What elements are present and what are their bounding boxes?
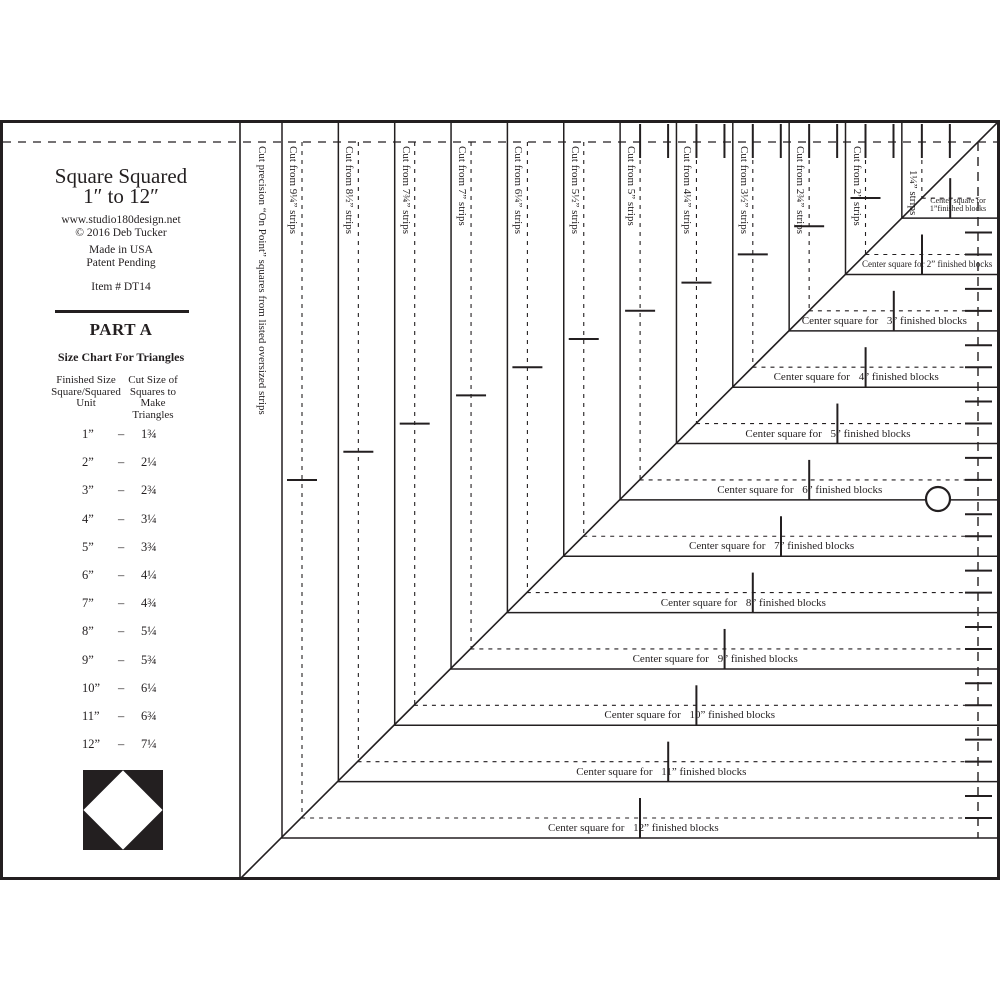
separator: – [118, 737, 125, 752]
separator: – [118, 680, 125, 695]
size-chart-row [2, 512, 240, 528]
center-square-label: Center square for 9” finished blocks [632, 652, 798, 665]
cut-size: 4¼ [141, 568, 157, 582]
center-square-label: Center square for 11” finished blocks [576, 765, 747, 778]
separator: – [118, 455, 125, 470]
size-chart-row [2, 540, 240, 556]
size-chart-row [2, 681, 240, 697]
separator: – [118, 427, 125, 441]
separator: – [118, 568, 125, 582]
separator: – [118, 539, 125, 554]
separator: – [118, 596, 125, 611]
title-line-2: 1″ to 12″ [83, 184, 159, 208]
cut-size: 7¼ [141, 737, 157, 752]
size-chart-row [2, 427, 240, 443]
cut-size: 4¾ [141, 596, 157, 611]
product-title [2, 166, 240, 206]
center-square-label: Center square for 5” finished blocks [745, 427, 911, 440]
finished-size: 11” [82, 709, 100, 723]
strip-label: Cut from 3½” strips [737, 146, 750, 234]
center-square-label: Center square for 2” finished blocks [862, 258, 993, 269]
copyright: © 2016 Deb Tucker [75, 227, 167, 239]
square-in-square-icon [83, 770, 163, 850]
strip-label: Cut from 4¼” strips [681, 146, 694, 234]
center-square-label: Center square for 8” finished blocks [660, 596, 826, 609]
cut-size: 2¼ [141, 455, 157, 470]
strip-label: Cut from 2¾” strips [794, 146, 807, 234]
website: www.studio180design.net [61, 214, 181, 226]
part-label: PART A [89, 320, 153, 339]
strip-label: Cut from 7” strips [456, 146, 469, 226]
finished-size: 2” [82, 455, 94, 470]
strip-label: 1¼” strips [906, 170, 919, 216]
finished-size: 10” [82, 680, 101, 695]
size-chart-row [2, 596, 240, 612]
divider-bar [55, 310, 189, 313]
separator: – [118, 709, 125, 723]
finished-size: 9” [82, 652, 94, 667]
finished-size: 7” [82, 596, 94, 611]
separator: – [118, 511, 125, 526]
product-meta [2, 214, 240, 294]
cut-size: 2¾ [141, 483, 157, 498]
strip-label: Cut from 5” strips [625, 146, 638, 226]
size-chart-row [2, 653, 240, 669]
center-square-label: Center square for 3” finished blocks [801, 314, 967, 327]
center-square-label: Center square for 1”finished blocks [929, 196, 987, 213]
info-panel [2, 122, 240, 878]
size-chart-row [2, 568, 240, 584]
separator: – [118, 624, 125, 639]
cut-size: 5¾ [141, 652, 157, 667]
center-square-label: Center square for 4” finished blocks [773, 371, 939, 384]
title-line-1: Square Squared [54, 164, 188, 188]
item-number: Item # DT14 [91, 281, 151, 293]
cut-size: 3¾ [141, 539, 157, 554]
strip-label: Cut from 7¾” strips [399, 146, 412, 234]
cut-size: 6¼ [141, 680, 157, 695]
finished-size: 5” [82, 539, 94, 554]
strip-label: Cut from 9¼” strips [287, 146, 299, 234]
cut-size: 6¾ [141, 709, 157, 723]
strip-label: Cut from 8½” strips [343, 146, 356, 234]
strip-label: Cut from 6¼” strips [512, 146, 525, 234]
size-chart-row [2, 483, 240, 499]
finished-size: 3” [82, 483, 94, 498]
size-chart-row [2, 624, 240, 640]
precision-note: Cut precision “On Point” squares from listed oversized strips [256, 146, 268, 415]
hole-circle [926, 487, 950, 511]
finished-size: 8” [82, 624, 94, 639]
separator: – [118, 652, 125, 667]
column-header-cut: Cut Size of Squares to Make Triangles [128, 374, 178, 421]
center-square-label: Center square for 12” finished blocks [548, 822, 719, 834]
size-chart-row [2, 455, 240, 471]
strip-label: Cut from 2” strips [850, 146, 863, 226]
center-square-label: Center square for 10” finished blocks [604, 709, 776, 722]
separator: – [118, 483, 125, 498]
chart-subtitle: Size Chart For Triangles [57, 350, 185, 364]
finished-size: 4” [82, 511, 94, 526]
finished-size: 12” [82, 737, 101, 752]
cut-size: 3¼ [141, 511, 157, 526]
patent: Patent Pending [86, 257, 156, 269]
center-square-label: Center square for 6” finished blocks [717, 483, 883, 496]
size-chart-row [2, 709, 240, 725]
cut-size: 1¾ [141, 427, 157, 441]
finished-size: 1” [82, 427, 94, 441]
column-header-finished: Finished Size Square/Squared Unit [51, 374, 121, 409]
strip-label: Cut from 5½” strips [568, 146, 581, 234]
origin: Made in USA [89, 244, 153, 256]
size-chart-row [2, 737, 240, 753]
center-square-label: Center square for 7” finished blocks [689, 540, 855, 553]
cut-size: 5¼ [141, 624, 157, 639]
finished-size: 6” [82, 568, 94, 582]
